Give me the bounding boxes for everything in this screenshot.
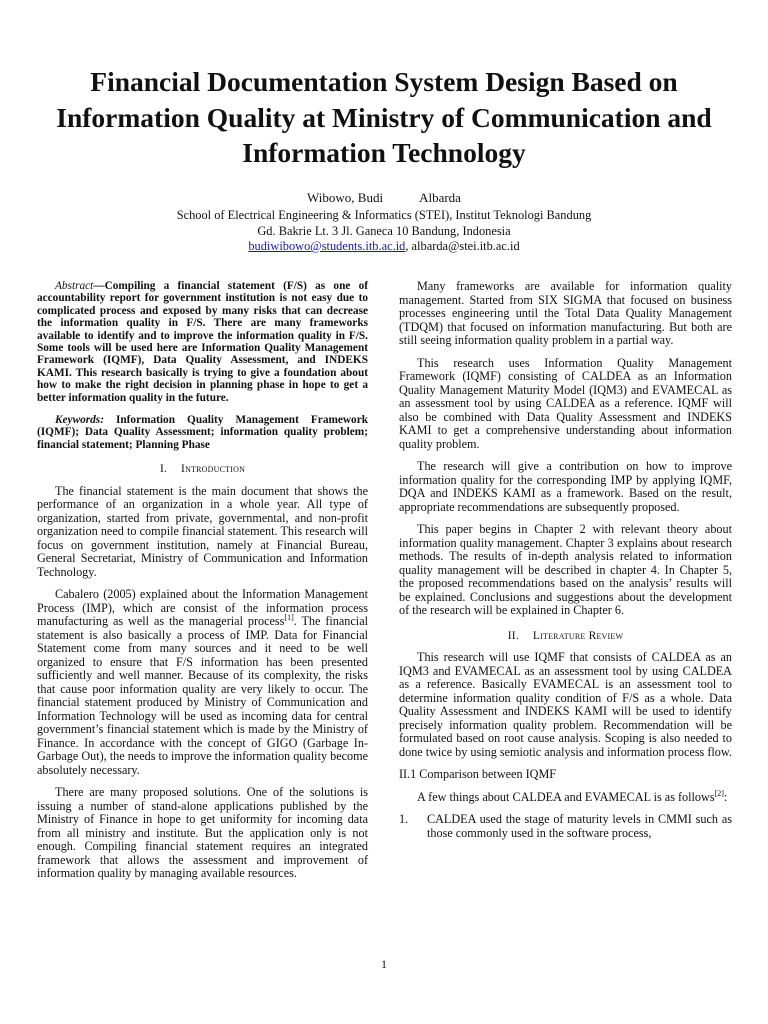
paper-title: Financial Documentation System Design Based on Information Quality at Ministry of Communication and Information Technology <box>56 66 712 168</box>
paragraph-text: A few things about CALDEA and EVAMECAL is as follows <box>417 789 715 804</box>
section-number: II. <box>507 629 519 642</box>
author-line <box>0 190 768 206</box>
section-number: I. <box>159 463 168 476</box>
paragraph: The financial statement is the main document that shows the performance of an organization in a whole year. All type of organization, started from private, governmental, and non-profit organization need to compile financial statement. This research will focus on government institution, namely at Financial Bureau, General Secretariat, Ministry of Communication and Information Technology. <box>37 483 368 579</box>
address: Gd. Bakrie Lt. 3 Jl. Ganeca 10 Bandung, Indonesia <box>257 224 511 238</box>
list-item-number: 1. <box>399 812 409 826</box>
email-line <box>0 239 768 254</box>
paragraph: The research will give a contribution on how to improve information quality for the corresponding IMP by applying IQMF, DQA and INDEKS KAMI as a framework. Based on the result, appropriate recommendations are subsequently proposed. <box>399 459 732 514</box>
paragraph: This research uses Information Quality Management Framework (IQMF) consisting of CALDEA as an Information Quality Management Maturity Model (IQM3) and EVAMECAL as an assessment tool by using CALDEA as a reference. IQMF will also be combined with Data Quality Assessment and INDEKS KAMI to get a comprehensive understanding about information quality problem. <box>399 355 732 451</box>
paragraph <box>399 788 732 805</box>
keywords <box>37 414 368 451</box>
email-link-1[interactable]: budiwibowo@students.itb.ac.id <box>248 239 406 253</box>
paragraph: This research will use IQMF that consists of CALDEA as an IQM3 and EVAMECAL as an assessment tool by using CALDEA as a reference. Basically EVAMECAL is an assessment tool to determine information quality condition of F/S as a whole. Data Quality Assessment and INDEKS KAMI will be used to identify precisely information quality problem. Recommendation will be formulated based on root cause analysis. Scoping is also needed to done twice by using semiotic analysis and information process flow. <box>399 650 732 759</box>
section-heading-introduction <box>37 463 368 477</box>
author-2: Albarda <box>419 190 461 205</box>
abstract <box>37 280 368 404</box>
paragraph: There are many proposed solutions. One of the solutions is issuing a number of stand-alone applications published by the Ministry of Finance in hope to get uniformity for incoming data from all ministry and institute. But the application only is not enough. Compiling financial statement requires an integrated framework that allows the assessment and improvement of information quality by managing available resources. <box>37 785 368 881</box>
citation: [2] <box>714 788 724 798</box>
list-item <box>399 813 732 840</box>
abstract-text: Compiling a financial statement (F/S) as one of accountability report for government institution is not easy due to complicated process and exposed by many risks that can decrease the information quality in F/S. There are many frameworks available to identify and to improve the information quality in F/S. Some tools will be used here are Information Quality Management Framework (IQMF), Data Quality Assessment, and INDEKS KAMI. This research basically is trying to give a foundation about how to make the right decision in planning phase in hope to get a better information quality in the future. <box>37 280 368 404</box>
numbered-list <box>399 813 732 840</box>
paragraph <box>37 588 368 777</box>
page-number: 1 <box>381 957 387 971</box>
list-item-text: CALDEA used the stage of maturity levels in CMMI such as those commonly used in the software process, <box>427 812 732 840</box>
paragraph-text: . The financial statement is also basically a process of IMP. Data for Financial Statement come from many sources and it need to be well organized to ensure that F/S information has been presented sufficiently and well manner. Because of its complexity, the risks that cause poor information quality are very likely to occur. The financial statement produced by Ministry of Communication and Information Technology will be used as incoming data for central government’s financial statement which is made by the Ministry of Finance. In accordance with the concept of GIGO (Garbage In-Garbage Out), the needs to improve the information quality become absolutely necessary. <box>37 614 368 777</box>
abstract-dash: — <box>93 280 105 292</box>
left-column <box>37 280 368 890</box>
abstract-lead: Abstract <box>55 280 94 292</box>
right-column <box>399 280 732 840</box>
affiliation: School of Electrical Engineering & Informatics (STEI), Institut Teknologi Bandung <box>176 208 592 222</box>
subsection-heading: II.1 Comparison between IQMF <box>399 767 557 781</box>
citation: [1] <box>284 613 294 623</box>
keywords-text: Information Quality Management Framework (IQMF); Data Quality Assessment; information quality problem; financial statement; Planning Phase <box>37 414 368 451</box>
section-heading-literature-review <box>399 630 732 644</box>
keywords-lead: Keywords: <box>55 414 104 427</box>
paragraph-text: : <box>723 789 728 804</box>
section-title: Introduction <box>181 463 246 476</box>
section-title: Literature Review <box>532 629 624 642</box>
email-2: albarda@stei.itb.ac.id <box>408 239 520 253</box>
paragraph-text: Cabalero (2005) explained about the Information Management Process (IMP), which are consist of the information process manufacturing as well as the managerial process <box>37 587 368 629</box>
author-1: Wibowo, Budi <box>307 190 384 205</box>
paragraph: This paper begins in Chapter 2 with relevant theory about information quality management. Chapter 3 explains about research methods. The results of in-depth analysis related to information quality management will be described in chapter 4. In Chapter 5, the proposed recommendations based on the analysis’ results will be explained. Conclusions and suggestions about the development of the research will be explained in Chapter 6. <box>399 522 732 617</box>
paragraph: Many frameworks are available for information quality management. Started from SIX SIGMA that focused on business processes engineering until the Total Data Quality Management (TDQM) that focused on information manufacturing. But both are still seeing information quality problem in a partial way. <box>399 279 732 347</box>
email-separator: , <box>405 239 409 253</box>
